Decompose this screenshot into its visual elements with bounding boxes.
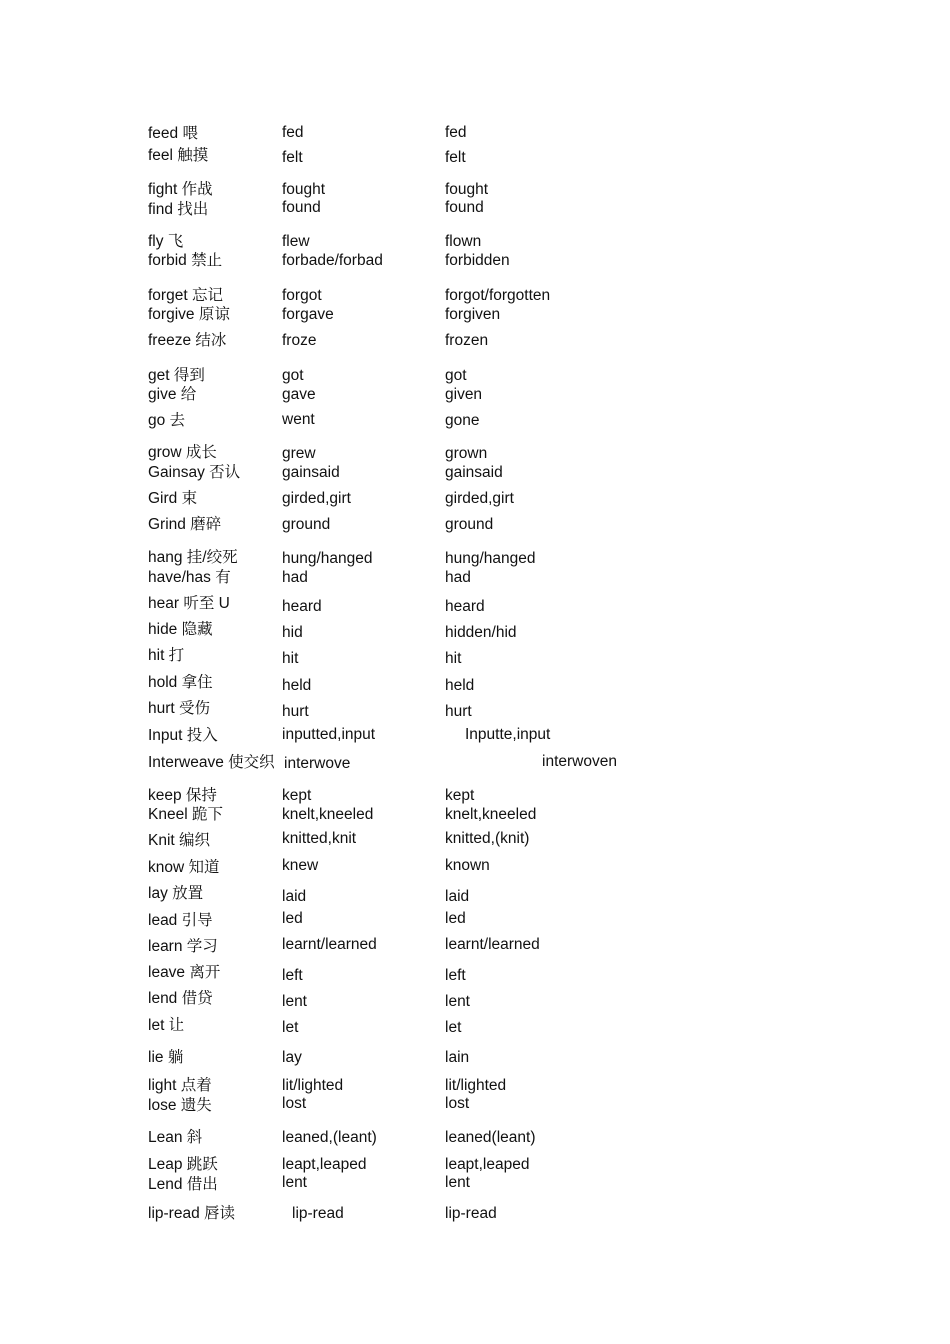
past-tense: flew: [282, 233, 310, 250]
past-participle: hung/hanged: [445, 550, 536, 567]
verb-row: [0, 443, 950, 465]
base-form: get 得到: [148, 367, 205, 384]
base-form: hold 拿住: [148, 674, 213, 691]
past-participle: kept: [445, 787, 475, 804]
verb-row: [0, 146, 950, 168]
past-tense: inputted,input: [282, 726, 376, 743]
verb-row: [0, 1076, 950, 1098]
past-participle: lent: [445, 993, 470, 1010]
verb-row: [0, 331, 950, 353]
past-tense: had: [282, 569, 308, 586]
past-tense: felt: [282, 149, 303, 166]
verb-row: [0, 1016, 950, 1038]
past-participle: gainsaid: [445, 464, 503, 481]
past-participle: heard: [445, 598, 485, 615]
base-form: lend 借贷: [148, 990, 213, 1007]
base-form: Grind 磨碎: [148, 516, 222, 533]
past-tense: lay: [282, 1049, 302, 1066]
base-form: lay 放置: [148, 885, 204, 902]
past-tense: laid: [282, 888, 307, 905]
past-tense: hit: [282, 650, 299, 667]
verb-row: [0, 831, 950, 853]
past-tense: grew: [282, 445, 316, 462]
base-form: hit 打: [148, 647, 185, 664]
verb-row: [0, 753, 950, 775]
past-tense: fed: [282, 124, 304, 141]
past-participle: given: [445, 386, 483, 403]
past-participle: lent: [445, 1174, 470, 1191]
verb-row: [0, 620, 950, 642]
base-form: feed 喂: [148, 125, 198, 142]
base-form: Lend 借出: [148, 1176, 218, 1193]
verb-row: [0, 911, 950, 933]
past-participle: lit/lighted: [445, 1077, 507, 1094]
verb-row: [0, 1175, 950, 1197]
past-tense: froze: [282, 332, 317, 349]
past-participle: hurt: [445, 703, 472, 720]
past-participle: learnt/learned: [445, 936, 540, 953]
past-tense: gainsaid: [282, 464, 340, 481]
past-participle: frozen: [445, 332, 489, 349]
past-tense: left: [282, 967, 303, 984]
base-form: let 让: [148, 1017, 185, 1034]
past-participle: forgot/forgotten: [445, 287, 551, 304]
past-tense: got: [282, 367, 304, 384]
verb-row: [0, 646, 950, 668]
base-form: hang 挂/绞死: [148, 549, 238, 566]
base-form: Leap 跳跃: [148, 1156, 218, 1173]
past-participle: fought: [445, 181, 489, 198]
base-form: forget 忘记: [148, 287, 223, 304]
past-participle: leapt,leaped: [445, 1156, 530, 1173]
verb-row: [0, 805, 950, 827]
verb-row: [0, 463, 950, 485]
past-tense: hid: [282, 624, 303, 641]
verb-row: [0, 1155, 950, 1177]
verb-row: [0, 124, 950, 146]
past-participle: led: [445, 910, 466, 927]
past-tense: lent: [282, 993, 307, 1010]
base-form: freeze 结冰: [148, 332, 227, 349]
past-participle: hit: [445, 650, 462, 667]
base-form: lead 引导: [148, 912, 213, 929]
past-tense: lost: [282, 1095, 307, 1112]
base-form: Kneel 跪下: [148, 806, 223, 823]
verb-row: [0, 858, 950, 880]
past-tense: forgot: [282, 287, 322, 304]
past-tense: girded,girt: [282, 490, 351, 507]
past-participle: grown: [445, 445, 488, 462]
verb-row: [0, 726, 950, 748]
past-participle: forbidden: [445, 252, 510, 269]
verb-row: [0, 411, 950, 433]
verb-row: [0, 385, 950, 407]
base-form: fly 飞: [148, 233, 184, 250]
base-form: hear 听至 U: [148, 595, 230, 612]
past-participle: girded,girt: [445, 490, 514, 507]
verb-row: [0, 251, 950, 273]
verb-row: [0, 699, 950, 721]
past-participle: lain: [445, 1049, 470, 1066]
base-form: go 去: [148, 412, 186, 429]
past-tense: ground: [282, 516, 331, 533]
verb-row: [0, 884, 950, 906]
past-participle: gone: [445, 412, 480, 429]
past-participle: held: [445, 677, 475, 694]
past-tense: knitted,knit: [282, 830, 357, 847]
past-participle: knelt,kneeled: [445, 806, 537, 823]
past-tense: heard: [282, 598, 322, 615]
past-tense: knelt,kneeled: [282, 806, 374, 823]
past-tense: led: [282, 910, 303, 927]
past-participle: flown: [445, 233, 482, 250]
base-form: lip-read 唇读: [148, 1205, 235, 1222]
past-participle: Inputte,input: [465, 726, 551, 743]
past-participle: lip-read: [445, 1205, 497, 1222]
past-participle: laid: [445, 888, 470, 905]
base-form: fight 作战: [148, 181, 213, 198]
past-tense: leapt,leaped: [282, 1156, 367, 1173]
past-tense: held: [282, 677, 312, 694]
past-participle: known: [445, 857, 490, 874]
base-form: Interweave 使交织: [148, 754, 275, 771]
base-form: Knit 编织: [148, 832, 211, 849]
past-tense: kept: [282, 787, 312, 804]
verb-row: [0, 1096, 950, 1118]
base-form: have/has 有: [148, 569, 231, 586]
base-form: light 点着: [148, 1077, 212, 1094]
past-participle: let: [445, 1019, 462, 1036]
verb-row: [0, 594, 950, 616]
verb-row: [0, 1128, 950, 1150]
past-participle: lost: [445, 1095, 470, 1112]
past-tense: lit/lighted: [282, 1077, 344, 1094]
base-form: feel 触摸: [148, 147, 209, 164]
past-tense: lent: [282, 1174, 307, 1191]
past-tense: hung/hanged: [282, 550, 373, 567]
past-participle: felt: [445, 149, 466, 166]
verb-row: [0, 568, 950, 590]
verb-row: [0, 515, 950, 537]
past-tense: lip-read: [292, 1205, 344, 1222]
base-form: give 给: [148, 386, 197, 403]
past-participle: left: [445, 967, 466, 984]
past-tense: gave: [282, 386, 316, 403]
base-form: hide 隐藏: [148, 621, 213, 638]
base-form: Gainsay 否认: [148, 464, 241, 481]
past-tense: fought: [282, 181, 326, 198]
verb-row: [0, 305, 950, 327]
past-participle: forgiven: [445, 306, 501, 323]
base-form: lose 遗失: [148, 1097, 212, 1114]
base-form: know 知道: [148, 859, 220, 876]
base-form: learn 学习: [148, 938, 218, 955]
base-form: forbid 禁止: [148, 252, 223, 269]
past-tense: knew: [282, 857, 319, 874]
verb-row: [0, 937, 950, 959]
past-tense: leaned,(leant): [282, 1129, 377, 1146]
verb-row: [0, 548, 950, 570]
base-form: Input 投入: [148, 727, 218, 744]
past-tense: hurt: [282, 703, 309, 720]
verb-row: [0, 1204, 950, 1226]
past-participle: got: [445, 367, 467, 384]
past-participle: hidden/hid: [445, 624, 517, 641]
base-form: Lean 斜: [148, 1129, 203, 1146]
verb-row: [0, 200, 950, 222]
past-participle: interwoven: [542, 753, 617, 770]
past-participle: had: [445, 569, 471, 586]
past-participle: leaned(leant): [445, 1129, 536, 1146]
base-form: find 找出: [148, 201, 209, 218]
base-form: keep 保持: [148, 787, 217, 804]
verb-row: [0, 963, 950, 985]
past-tense: found: [282, 199, 321, 216]
base-form: grow 成长: [148, 444, 217, 461]
base-form: forgive 原谅: [148, 306, 230, 323]
past-participle: fed: [445, 124, 467, 141]
past-tense: forbade/forbad: [282, 252, 383, 269]
past-tense: let: [282, 1019, 299, 1036]
past-tense: learnt/learned: [282, 936, 377, 953]
base-form: lie 躺: [148, 1049, 184, 1066]
past-participle: knitted,(knit): [445, 830, 530, 847]
verb-row: [0, 1048, 950, 1070]
past-participle: ground: [445, 516, 494, 533]
verb-row: [0, 489, 950, 511]
base-form: Gird 束: [148, 490, 198, 507]
verb-row: [0, 989, 950, 1011]
base-form: leave 离开: [148, 964, 221, 981]
past-tense: went: [282, 411, 315, 428]
past-tense: interwove: [284, 755, 351, 772]
verb-row: [0, 673, 950, 695]
past-tense: forgave: [282, 306, 334, 323]
base-form: hurt 受伤: [148, 700, 211, 717]
past-participle: found: [445, 199, 484, 216]
